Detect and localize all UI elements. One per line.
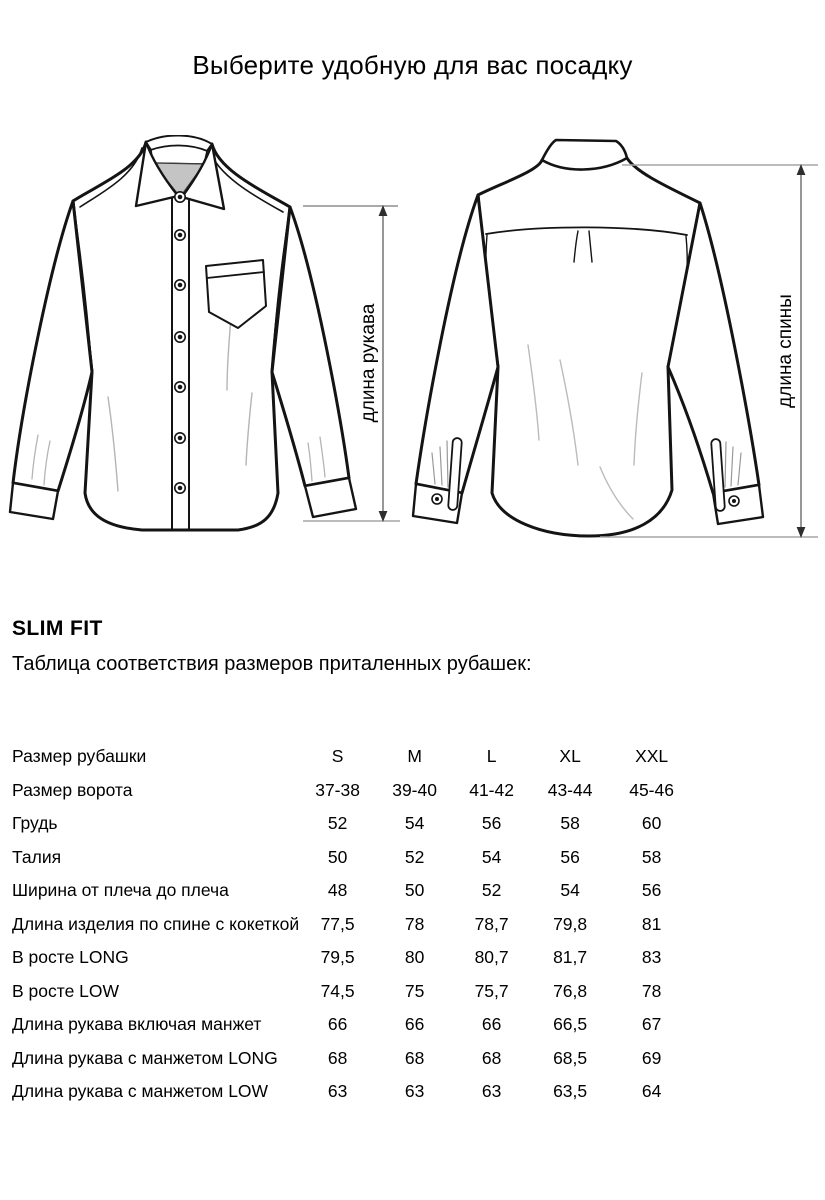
cell-value: 52 — [481, 880, 502, 900]
row-label: В росте LONG — [12, 947, 129, 967]
size-table-row — [12, 975, 693, 1009]
size-column-header: XL — [559, 746, 581, 766]
table-caption: Таблица соответствия размеров приталенных рубашек: — [12, 653, 532, 675]
cell-value: 48 — [327, 880, 348, 900]
row-label: Размер рубашки — [12, 746, 147, 766]
cell-value: 56 — [481, 813, 502, 833]
cell-value: 66,5 — [553, 1014, 588, 1034]
cell-value: 68,5 — [553, 1047, 588, 1068]
cell-value: 68 — [404, 1047, 425, 1068]
cell-value: 79,5 — [320, 947, 355, 967]
row-label: Грудь — [12, 813, 58, 833]
size-table-row — [12, 1008, 693, 1042]
size-table-row — [12, 1075, 693, 1109]
size-table-row — [12, 841, 693, 875]
shirt-diagram-svg — [0, 135, 825, 555]
cell-value: 50 — [404, 880, 425, 900]
cell-value: 80,7 — [474, 947, 509, 967]
size-table-row — [12, 1042, 693, 1076]
size-column-header: M — [407, 746, 422, 766]
size-column-header: L — [486, 746, 497, 766]
cell-value: 39-40 — [392, 779, 437, 800]
back-length-label: длина спины — [775, 294, 796, 408]
size-table-row — [12, 941, 693, 975]
cell-value: 52 — [404, 846, 425, 867]
cell-value: 68 — [327, 1047, 348, 1068]
cell-value: 81,7 — [553, 947, 588, 967]
size-table-row — [12, 874, 693, 908]
row-label: Ширина от плеча до плеча — [12, 880, 229, 900]
size-table-header-row — [12, 740, 693, 774]
cell-value: 56 — [641, 880, 662, 900]
cell-value: 68 — [481, 1047, 502, 1068]
cell-value: 66 — [327, 1014, 348, 1034]
cell-value: 81 — [641, 913, 662, 934]
cell-value: 52 — [327, 813, 348, 833]
row-label: Размер ворота — [12, 779, 133, 800]
cell-value: 83 — [641, 947, 662, 967]
cell-value: 43-44 — [547, 779, 593, 800]
size-table-row — [12, 908, 693, 942]
shirt-front-drawing — [10, 135, 356, 530]
cell-value: 63 — [404, 1081, 425, 1101]
size-table-row — [12, 774, 693, 808]
cell-value: 45-46 — [629, 779, 674, 800]
cell-value: 79,8 — [553, 913, 588, 934]
cell-value: 78 — [641, 980, 662, 1001]
cell-value: 66 — [481, 1014, 502, 1034]
cell-value: 69 — [641, 1047, 662, 1068]
page-title: Выберите удобную для вас посадку — [192, 50, 633, 80]
cell-value: 58 — [560, 813, 580, 833]
cell-value: 63 — [481, 1081, 502, 1101]
cell-value: 80 — [404, 947, 425, 967]
cell-value: 66 — [404, 1014, 425, 1034]
cell-value: 50 — [327, 846, 348, 867]
row-label: Длина рукава с манжетом LOW — [12, 1081, 269, 1101]
cell-value: 54 — [560, 880, 580, 900]
cell-value: 54 — [481, 846, 502, 867]
row-label: Длина рукава включая манжет — [12, 1014, 262, 1034]
cell-value: 75,7 — [474, 980, 509, 1001]
size-table-row — [12, 807, 693, 841]
cell-value: 60 — [641, 813, 662, 833]
cell-value: 41-42 — [469, 779, 514, 800]
row-label: Длина изделия по спине с кокеткой — [12, 913, 300, 934]
fit-heading: SLIM FIT — [12, 617, 103, 640]
cell-value: 56 — [560, 846, 580, 867]
size-column-header: S — [331, 746, 344, 766]
cell-value: 63 — [327, 1081, 348, 1101]
cell-value: 63,5 — [553, 1081, 588, 1101]
cell-value: 77,5 — [320, 913, 355, 934]
cell-value: 64 — [641, 1081, 662, 1101]
shirt-back-drawing — [413, 140, 763, 536]
shirt-diagrams — [0, 135, 825, 555]
cell-value: 54 — [404, 813, 425, 833]
size-table — [12, 740, 693, 1109]
sleeve-length-label: длина рукава — [358, 303, 379, 423]
cell-value: 74,5 — [320, 980, 355, 1001]
row-label: В росте LOW — [12, 980, 120, 1001]
row-label: Длина рукава с манжетом LONG — [12, 1047, 278, 1068]
cell-value: 78,7 — [474, 913, 509, 934]
cell-value: 76,8 — [553, 980, 588, 1001]
cell-value: 75 — [404, 980, 425, 1001]
cell-value: 67 — [641, 1014, 662, 1034]
size-column-header: XXL — [635, 746, 669, 766]
cell-value: 78 — [404, 913, 425, 934]
back-collar — [542, 140, 627, 170]
cell-value: 58 — [641, 846, 662, 867]
row-label: Талия — [12, 846, 62, 867]
cell-value: 37-38 — [315, 779, 360, 800]
